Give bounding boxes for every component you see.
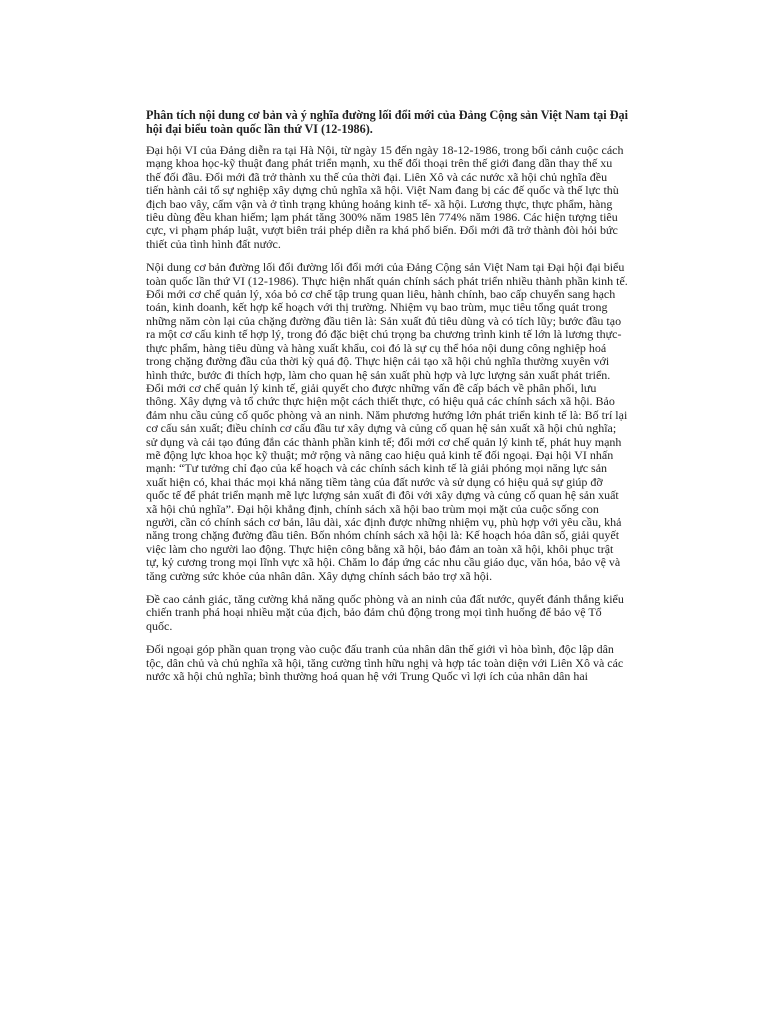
paragraph-defense: Đề cao cảnh giác, tăng cường khả năng quốc phòng và an ninh của đất nước, quyết đánh thắng kiểu chiến tranh phá hoại nhiều mặt của địch, bảo đảm chủ động trong mọi tình huống để bảo vệ Tổ quốc. (146, 592, 624, 633)
document-content (146, 108, 628, 693)
paragraph-foreign-affairs: Đối ngoại góp phần quan trọng vào cuộc đấu tranh của nhân dân thế giới vì hòa bình, độc lập dân tộc, dân chủ và chủ nghĩa xã hội, tăng cường tình hữu nghị và hợp tác toàn diện với Liên Xô và các nước xã hội chủ nghĩa; bình thường hoá quan hệ với Trung Quốc vì lợi ích của nhân dân hai (146, 642, 624, 684)
paragraph-context: Đại hội VI của Đảng diễn ra tại Hà Nội, từ ngày 15 đến ngày 18-12-1986, trong bối cảnh cuộc cách mạng khoa học-kỹ thuật đang phát triển mạnh, xu thế đối thoại trên thế giới đang dần thay thế xu thế đối đầu. Đổi mới đã trở thành xu thế của thời đại. Liên Xô và các nước xã hội chủ nghĩa đều tiến hành cải tổ sự nghiệp xây dựng chủ nghĩa xã hội. Việt Nam đang bị các đế quốc và thế lực thù địch bao vây, cấm vận và ở tình trạng khủng hoảng kinh tế- xã hội. Lương thực, thực phẩm, hàng tiêu dùng đều khan hiếm; lạm phát tăng 300% năm 1985 lên 774% năm 1986. Các hiện tượng tiêu cực, vi phạm pháp luật, vượt biên trái phép diễn ra khá phổ biến. Đổi mới đã trở thành đòi hỏi bức thiết của tình hình đất nước. (146, 143, 624, 251)
paragraph-main-content: Nội dung cơ bản đường lối đổi đường lối đổi mới của Đảng Cộng sản Việt Nam tại Đại hội đại biểu toàn quốc lần thứ VI (12-1986). Thực hiện nhất quán chính sách phát triển nhiều thành phần kinh tế. Đổi mới cơ chế quản lý, xóa bỏ cơ chế tập trung quan liêu, hành chính, bao cấp chuyển sang hạch toán, kinh doanh, kết hợp kế hoạch với thị trường. Nhiệm vụ bao trùm, mục tiêu tổng quát trong những năm còn lại của chặng đường đầu tiên là: Sản xuất đủ tiêu dùng và có tích lũy; bước đầu tạo ra một cơ cấu kinh tế hợp lý, trong đó đặc biệt chú trọng ba chương trình kinh tế lớn là lương thực-thực phẩm, hàng tiêu dùng và hàng xuất khẩu, coi đó là sự cụ thể hóa nội dung công nghiệp hoá trong chặng đường đầu của thời kỳ quá độ. Thực hiện cải tạo xã hội chủ nghĩa thường xuyên với hình thức, bước đi thích hợp, làm cho quan hệ sản xuất phù hợp và lực lượng sản xuất phát triển. Đổi mới cơ chế quản lý kinh tế, giải quyết cho được những vấn đề cấp bách về phân phối, lưu thông. Xây dựng và tổ chức thực hiện một cách thiết thực, có hiệu quả các chính sách xã hội. Bảo đảm nhu cầu củng cố quốc phòng và an ninh. Năm phương hướng lớn phát triển kinh tế là: Bố trí lại cơ cấu sản xuất; điều chỉnh cơ cấu đầu tư xây dựng và củng cố quan hệ sản xuất xã hội chủ nghĩa; sử dụng và cải tạo đúng đắn các thành phần kinh tế; đổi mới cơ chế quản lý kinh tế, phát huy mạnh mẽ động lực khoa học kỹ thuật; mở rộng và nâng cao hiệu quả kinh tế đối ngoại. Đại hội VI nhấn mạnh: “Tư tưởng chỉ đạo của kế hoạch và các chính sách kinh tế là giải phóng mọi năng lực sản xuất hiện có, khai thác mọi khả năng tiềm tàng của đất nước và sử dụng có hiệu quả sự giúp đỡ quốc tế để phát triển mạnh mẽ lực lượng sản xuất đi đôi với xây dựng và củng cố quan hệ sản xuất xã hội chủ nghĩa”. Đại hội khẳng định, chính sách xã hội bao trùm mọi mặt của cuộc sống con người, cần có chính sách cơ bản, lâu dài, xác định được những nhiệm vụ, phù hợp với yêu cầu, khả năng trong chặng đường đầu tiên. Bốn nhóm chính sách xã hội là: Kế hoạch hóa dân số, giải quyết việc làm cho người lao động. Thực hiện công bằng xã hội, bảo đảm an toàn xã hội, khôi phục trật tự, kỷ cương trong mọi lĩnh vực xã hội. Chăm lo đáp ứng các nhu cầu giáo dục, văn hóa, bảo vệ và tăng cường sức khỏe của nhân dân. Xây dựng chính sách bảo trợ xã hội. (146, 260, 628, 583)
document-title: Phân tích nội dung cơ bản và ý nghĩa đường lối đổi mới của Đảng Cộng sản Việt Nam tại Đại hội đại biểu toàn quốc lần thứ VI (12-1986). (146, 108, 628, 136)
